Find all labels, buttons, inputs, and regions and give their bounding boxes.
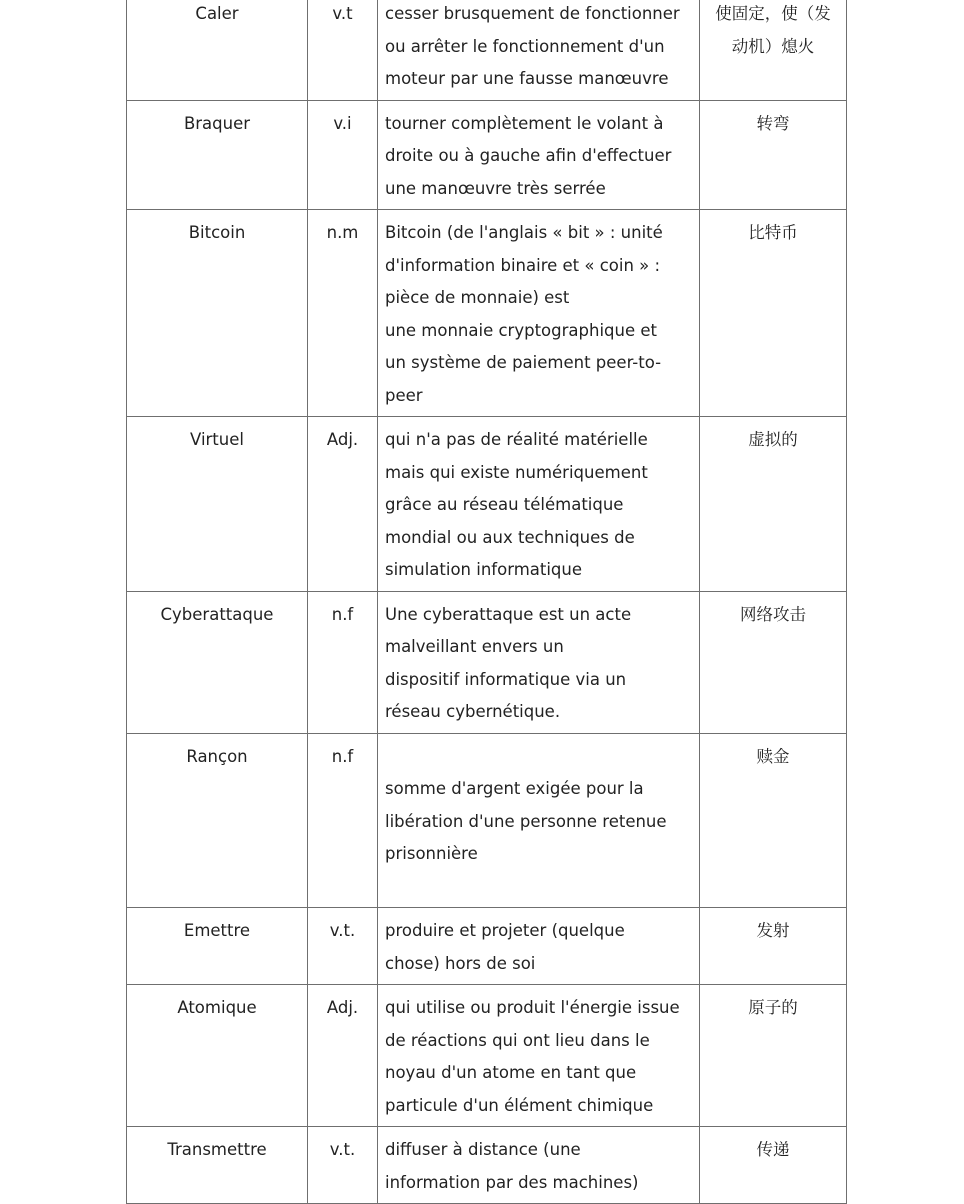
table-row [127,985,847,1127]
definition-line: grâce au réseau télématique [385,495,624,514]
part-of-speech-cell: v.t. [308,908,378,985]
definition-line: noyau d'un atome en tant que [385,1063,637,1082]
definition-line: cesser brusquement de fonctionner [385,4,680,23]
word-cell: Virtuel [127,417,308,592]
vocabulary-table [126,0,847,1204]
chinese-translation-line: 虚拟的 [748,430,798,449]
definition-line: mondial ou aux techniques de [385,527,635,547]
part-of-speech-cell: Adj. [308,985,378,1127]
definition-line: tourner complètement le volant à [385,113,664,133]
definition-line: mais qui existe numériquement [385,462,648,482]
definition-line: dispositif informatique via un [385,669,627,689]
chinese-translation-line: 动机）熄火 [731,36,815,56]
definition-cell [378,985,700,1127]
word-cell: Emettre [127,908,308,985]
chinese-translation-line: 使固定，使（发 [715,4,831,23]
chinese-translation-line: 发射 [756,921,790,940]
table-row [127,100,847,210]
chinese-translation-cell [700,100,847,210]
definition-cell [378,0,700,100]
chinese-translation-line: 原子的 [748,998,798,1017]
word-cell: Cyberattaque [127,591,308,733]
vocabulary-table-body [127,0,847,1204]
definition-line: ou arrêter le fonctionnement d'un [385,36,665,56]
definition-line [385,741,697,774]
word-cell: Transmettre [127,1127,308,1204]
part-of-speech-cell: v.t [308,0,378,100]
chinese-translation-cell [700,591,847,733]
word-cell: Bitcoin [127,210,308,417]
chinese-translation-line: 比特币 [748,223,798,242]
definition-line: simulation informatique [385,560,583,579]
definition-line: prisonnière [385,844,478,863]
definition-line: une manœuvre très serrée [385,178,606,198]
definition-line: chose) hors de soi [385,953,536,973]
chinese-translation-line: 转弯 [756,113,790,133]
definition-line: Une cyberattaque est un acte [385,604,632,624]
table-row [127,908,847,985]
word-cell: Braquer [127,100,308,210]
definition-line: une monnaie cryptographique et [385,320,657,340]
word-cell: Caler [127,0,308,100]
definition-line: produire et projeter (quelque [385,921,625,940]
definition-line: pièce de monnaie) est [385,288,570,307]
chinese-translation-cell [700,0,847,100]
chinese-translation-cell [700,985,847,1127]
part-of-speech-cell: n.f [308,591,378,733]
table-row [127,417,847,592]
chinese-translation-cell [700,1127,847,1204]
chinese-translation-cell [700,210,847,417]
part-of-speech-cell: v.t. [308,1127,378,1204]
definition-line: diffuser à distance (une [385,1140,581,1159]
definition-line: droite ou à gauche afin d'effectuer [385,146,672,165]
definition-cell [378,417,700,592]
definition-line: de réactions qui ont lieu dans le [385,1030,650,1050]
definition-line: libération d'une personne retenue [385,811,667,831]
part-of-speech-cell: Adj. [308,417,378,592]
part-of-speech-cell: n.m [308,210,378,417]
definition-cell [378,210,700,417]
table-row [127,591,847,733]
definition-cell [378,733,700,908]
table-row [127,0,847,100]
definition-line: information par des machines) [385,1172,639,1192]
definition-line: peer [385,385,423,405]
definition-line: malveillant envers un [385,637,564,656]
table-row [127,733,847,908]
definition-line: moteur par une fausse manœuvre [385,69,669,88]
word-cell: Atomique [127,985,308,1127]
definition-line: qui n'a pas de réalité matérielle [385,430,648,449]
definition-line: particule d'un élément chimique [385,1095,654,1115]
chinese-translation-line: 传递 [756,1140,790,1159]
chinese-translation-cell [700,417,847,592]
definition-line: réseau cybernétique. [385,702,561,721]
definition-line [385,871,697,904]
chinese-translation-line: 赎金 [756,746,790,766]
definition-cell [378,591,700,733]
part-of-speech-cell: n.f [308,733,378,908]
definition-line: un système de paiement peer-to- [385,353,662,372]
definition-line: Bitcoin (de l'anglais « bit » : unité [385,223,663,242]
definition-line: d'information binaire et « coin » : [385,255,661,275]
definition-line: somme d'argent exigée pour la [385,779,644,798]
chinese-translation-cell [700,733,847,908]
definition-cell [378,1127,700,1204]
definition-cell [378,908,700,985]
definition-cell [378,100,700,210]
table-row [127,210,847,417]
definition-line: qui utilise ou produit l'énergie issue [385,998,680,1017]
chinese-translation-cell [700,908,847,985]
part-of-speech-cell: v.i [308,100,378,210]
chinese-translation-line: 网络攻击 [740,604,806,624]
table-row [127,1127,847,1204]
word-cell: Rançon [127,733,308,908]
